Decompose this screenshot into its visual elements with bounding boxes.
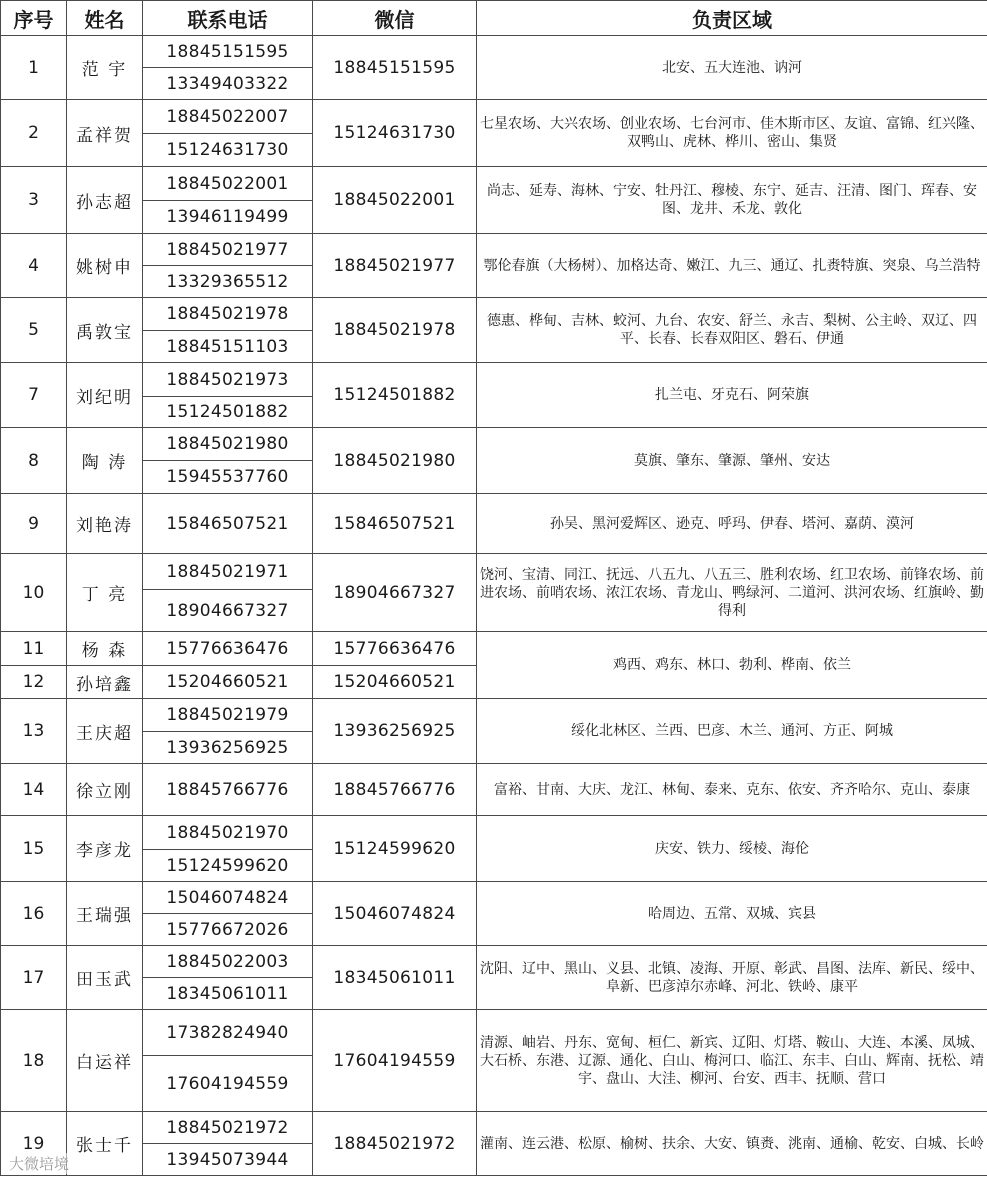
cell-wechat: 17604194559 — [313, 1010, 477, 1112]
cell-wechat: 15846507521 — [313, 494, 477, 554]
cell-region: 清源、岫岩、丹东、宽甸、桓仁、新宾、辽阳、灯塔、鞍山、大连、本溪、凤城、大石桥、东港、辽源、通化、白山、梅河口、临江、东丰、白山、辉南、抚松、靖宇、盘山、大洼、柳河、台安、西丰、抚顺、营口 — [477, 1010, 987, 1112]
cell-seq: 15 — [1, 816, 67, 882]
cell-seq: 10 — [1, 554, 67, 632]
cell-seq: 16 — [1, 882, 67, 946]
cell-name: 丁 亮 — [67, 554, 143, 632]
table-row — [1, 494, 987, 554]
cell-seq: 5 — [1, 298, 67, 363]
cell-name: 王庆超 — [67, 699, 143, 764]
cell-seq: 11 — [1, 632, 67, 666]
cell-phone: 15124599620 — [143, 850, 313, 882]
cell-phone: 13945073944 — [143, 1144, 313, 1176]
cell-wechat: 18845022001 — [313, 167, 477, 234]
cell-name: 白运祥 — [67, 1010, 143, 1112]
cell-wechat: 18845021977 — [313, 234, 477, 298]
table-row — [1, 946, 987, 978]
watermark: 大微培境 — [6, 1153, 72, 1174]
cell-name: 李彦龙 — [67, 816, 143, 882]
cell-region: 哈周边、五常、双城、宾县 — [477, 882, 987, 946]
table-row — [1, 428, 987, 461]
cell-name: 张士千 — [67, 1112, 143, 1176]
table-row — [1, 699, 987, 732]
cell-phone: 17382824940 — [143, 1010, 313, 1056]
cell-phone: 18845151103 — [143, 331, 313, 363]
table-row — [1, 363, 987, 397]
cell-wechat: 15776636476 — [313, 632, 477, 666]
cell-region: 绥化北林区、兰西、巴彦、木兰、通河、方正、阿城 — [477, 699, 987, 764]
header-seq: 序号 — [1, 1, 67, 36]
cell-seq: 13 — [1, 699, 67, 764]
cell-phone: 13329365512 — [143, 266, 313, 298]
cell-wechat: 18845151595 — [313, 36, 477, 100]
cell-seq: 19 — [1, 1112, 67, 1176]
table-row — [1, 882, 987, 914]
header-name: 姓名 — [67, 1, 143, 36]
cell-name: 田玉武 — [67, 946, 143, 1010]
table-row — [1, 1112, 987, 1144]
cell-region: 北安、五大连池、讷河 — [477, 36, 987, 100]
cell-phone: 18845021979 — [143, 699, 313, 732]
cell-phone: 18845021978 — [143, 298, 313, 331]
cell-phone: 18345061011 — [143, 978, 313, 1010]
cell-seq: 17 — [1, 946, 67, 1010]
cell-seq: 7 — [1, 363, 67, 428]
cell-region: 孙吴、黑河爱辉区、逊克、呼玛、伊春、塔河、嘉荫、漠河 — [477, 494, 987, 554]
table-row — [1, 816, 987, 850]
cell-wechat: 15124501882 — [313, 363, 477, 428]
table-row — [1, 36, 987, 68]
cell-seq: 1 — [1, 36, 67, 100]
cell-region: 饶河、宝清、同江、抚远、八五九、八五三、胜利农场、红卫农场、前锋农场、前进农场、前哨农场、浓江农场、青龙山、鸭绿河、二道河、洪河农场、红旗岭、勤得利 — [477, 554, 987, 632]
cell-seq: 14 — [1, 764, 67, 816]
cell-phone: 18845021972 — [143, 1112, 313, 1144]
cell-name: 孙培鑫 — [67, 666, 143, 699]
table-row — [1, 764, 987, 816]
table-body — [1, 36, 987, 1176]
table-row — [1, 1010, 987, 1056]
cell-region: 七星农场、大兴农场、创业农场、七台河市、佳木斯市区、友谊、富锦、红兴隆、双鸭山、虎林、桦川、密山、集贤 — [477, 100, 987, 167]
cell-wechat: 18845021972 — [313, 1112, 477, 1176]
cell-seq: 8 — [1, 428, 67, 494]
cell-seq: 9 — [1, 494, 67, 554]
cell-phone: 18845022003 — [143, 946, 313, 978]
table-row — [1, 234, 987, 266]
cell-phone: 15945537760 — [143, 461, 313, 494]
header-row — [1, 1, 987, 36]
header-region: 负责区域 — [477, 1, 987, 36]
cell-phone: 18845021970 — [143, 816, 313, 850]
cell-name: 徐立刚 — [67, 764, 143, 816]
cell-wechat: 15124599620 — [313, 816, 477, 882]
cell-region: 富裕、甘南、大庆、龙江、林甸、泰来、克东、依安、齐齐哈尔、克山、泰康 — [477, 764, 987, 816]
cell-wechat: 18845021980 — [313, 428, 477, 494]
cell-region: 莫旗、肇东、肇源、肇州、安达 — [477, 428, 987, 494]
cell-name: 王瑞强 — [67, 882, 143, 946]
cell-phone: 18845022001 — [143, 167, 313, 201]
cell-wechat: 15124631730 — [313, 100, 477, 167]
cell-phone: 18845021971 — [143, 554, 313, 590]
cell-phone: 15124501882 — [143, 397, 313, 428]
cell-phone: 18845021973 — [143, 363, 313, 397]
cell-phone: 15046074824 — [143, 882, 313, 914]
table-row — [1, 632, 987, 666]
cell-wechat: 13936256925 — [313, 699, 477, 764]
cell-wechat: 18345061011 — [313, 946, 477, 1010]
cell-name: 禹敦宝 — [67, 298, 143, 363]
cell-name: 陶 涛 — [67, 428, 143, 494]
cell-name: 孟祥贺 — [67, 100, 143, 167]
cell-phone: 15776636476 — [143, 632, 313, 666]
header-phone: 联系电话 — [143, 1, 313, 36]
cell-region: 庆安、铁力、绥棱、海伦 — [477, 816, 987, 882]
cell-name: 孙志超 — [67, 167, 143, 234]
cell-region: 德惠、桦甸、吉林、蛟河、九台、农安、舒兰、永吉、梨树、公主岭、双辽、四平、长春、长春双阳区、磐石、伊通 — [477, 298, 987, 363]
cell-region: 鄂伦春旗（大杨树）、加格达奇、嫩江、九三、通辽、扎赉特旗、突泉、乌兰浩特 — [477, 234, 987, 298]
cell-phone: 17604194559 — [143, 1056, 313, 1112]
cell-name: 刘艳涛 — [67, 494, 143, 554]
cell-name: 刘纪明 — [67, 363, 143, 428]
cell-wechat: 15204660521 — [313, 666, 477, 699]
table-row — [1, 298, 987, 331]
cell-phone: 15204660521 — [143, 666, 313, 699]
cell-seq: 18 — [1, 1010, 67, 1112]
cell-phone: 13946119499 — [143, 201, 313, 234]
cell-wechat: 18845766776 — [313, 764, 477, 816]
cell-wechat: 18845021978 — [313, 298, 477, 363]
cell-phone: 18845021980 — [143, 428, 313, 461]
cell-name: 姚树申 — [67, 234, 143, 298]
cell-region: 沈阳、辽中、黑山、义县、北镇、凌海、开原、彰武、昌图、法库、新民、绥中、阜新、巴彦淖尔赤峰、河北、铁岭、康平 — [477, 946, 987, 1010]
cell-seq: 3 — [1, 167, 67, 234]
cell-seq: 4 — [1, 234, 67, 298]
cell-name: 范 宇 — [67, 36, 143, 100]
header-wechat: 微信 — [313, 1, 477, 36]
cell-phone: 18845022007 — [143, 100, 313, 134]
cell-region: 鸡西、鸡东、林口、勃利、桦南、依兰 — [477, 632, 987, 699]
table-row — [1, 167, 987, 201]
cell-seq: 2 — [1, 100, 67, 167]
cell-region: 扎兰屯、牙克石、阿荣旗 — [477, 363, 987, 428]
cell-region: 灌南、连云港、松原、榆树、扶余、大安、镇赉、洮南、通榆、乾安、白城、长岭 — [477, 1112, 987, 1176]
cell-wechat: 18904667327 — [313, 554, 477, 632]
cell-region: 尚志、延寿、海林、宁安、牡丹江、穆棱、东宁、延吉、汪清、图门、珲春、安图、龙井、禾龙、敦化 — [477, 167, 987, 234]
table-row — [1, 100, 987, 134]
cell-phone: 13936256925 — [143, 732, 313, 764]
cell-phone: 15846507521 — [143, 494, 313, 554]
table-row — [1, 554, 987, 590]
cell-phone: 15124631730 — [143, 134, 313, 167]
cell-wechat: 15046074824 — [313, 882, 477, 946]
cell-phone: 18845021977 — [143, 234, 313, 266]
cell-phone: 18845151595 — [143, 36, 313, 68]
cell-phone: 13349403322 — [143, 68, 313, 100]
cell-seq: 12 — [1, 666, 67, 699]
cell-phone: 18845766776 — [143, 764, 313, 816]
cell-phone: 15776672026 — [143, 914, 313, 946]
cell-name: 杨 森 — [67, 632, 143, 666]
cell-phone: 18904667327 — [143, 590, 313, 632]
